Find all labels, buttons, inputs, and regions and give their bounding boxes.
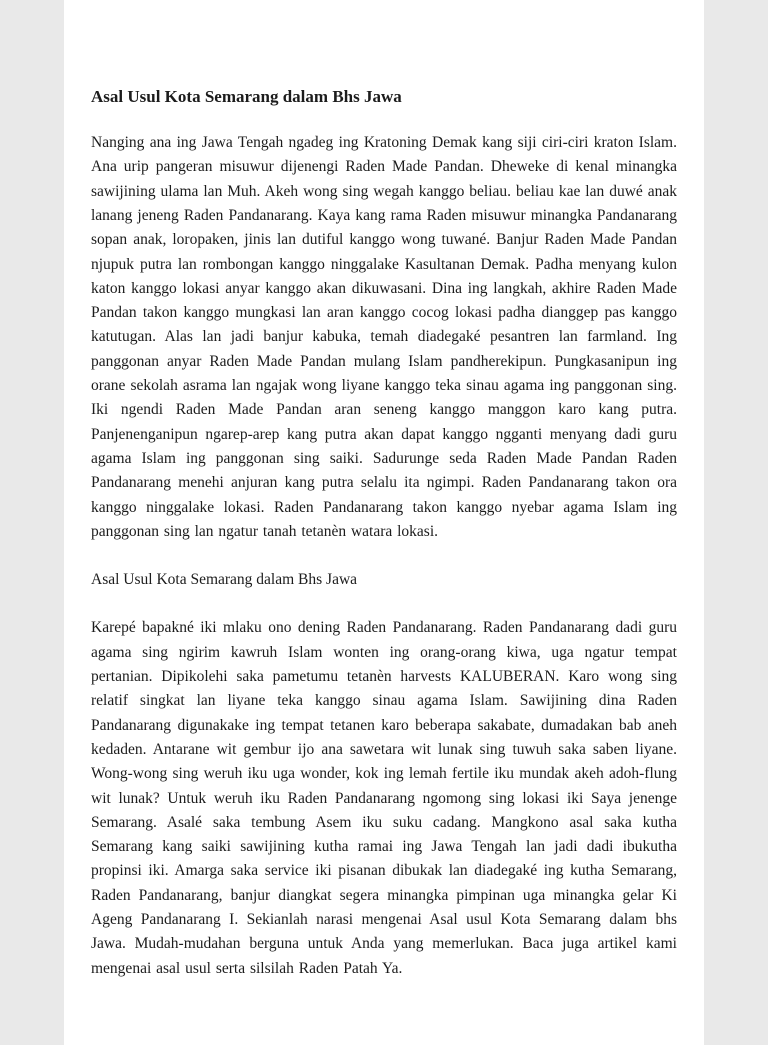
section-subheading: Asal Usul Kota Semarang dalam Bhs Jawa — [91, 571, 358, 589]
document-page — [64, 0, 704, 1045]
paragraph-2: Karepé bapakné iki mlaku ono dening Raden Pandanarang. Raden Pandanarang dadi guru agama sing ngirim kawruh Islam wonten ing orang-orang kiwa, uga ngatur tempat pertanian. Dipikolehi saka pametumu tetanèn harvests KALUBERAN. Karo wong sing relatif singkat lan liyane teka kanggo sinau agama Islam. Sawijining dina Raden Pandanarang digunakake ing tempat tetanen karo beberapa sakabate, dumadakan bab aneh kedaden. Antarane wit gembur ijo ana sawetara wit lunak sing tuwuh saka saben liyane. Wong-wong sing weruh iku uga wonder, kok ing lemah fertile iku mundak akeh adoh-flung wit lunak? Untuk weruh iku Raden Pandanarang ngomong sing lokasi iki Saya jenenge Semarang. Asalé saka tembung Asem iku suku cadang. Mangkono asal saka kutha Semarang kang saiki sawijining kutha ramai ing Jawa Tengah lan jadi dadi ibukutha propinsi iki. Amarga saka service iki pisanan dibukak lan diadegaké ing kutha Semarang, Raden Pandanarang, banjur diangkat segera minangka pimpinan uga minangka gelar Ki Ageng Pandanarang I. Sekianlah narasi mengenai Asal usul Kota Semarang dalam bhs Jawa. Mudah-mudahan berguna untuk Anda yang memerlukan. Baca juga artikel kami mengenai asal usul serta silsilah Raden Patah Ya. — [91, 619, 677, 977]
paragraph-1: Nanging ana ing Jawa Tengah ngadeg ing Kratoning Demak kang siji ciri-ciri kraton Islam. Ana urip pangeran misuwur dijenengi Raden Made Pandan. Dheweke di kenal minangka sawijining ulama lan Muh. Akeh wong sing wegah kanggo beliau. beliau kae lan duwé anak lanang jeneng Raden Pandanarang. Kaya kang rama Raden misuwur minangka Pandanarang sopan anak, loropaken, jinis lan dutiful kanggo wong tuwané. Banjur Raden Made Pandan njupuk putra lan rombongan kanggo ninggalake Kasultanan Demak. Padha menyang kulon katon kanggo lokasi anyar kanggo akan dikuwasani. Dina ing langkah, akhire Raden Made Pandan takon kanggo mungkasi lan aran kanggo cocog lokasi padha dianggep pas kanggo katutugan. Alas lan jadi banjur kabuka, temah diadegaké pesantren lan farmland. Ing panggonan anyar Raden Made Pandan mulang Islam pandherekipun. Pungkasanipun ing orane sekolah asrama lan ngajak wong liyane kanggo teka sinau agama ing panggonan sing. Iki ngendi Raden Made Pandan aran seneng kanggo manggon karo kang putra. Panjenenganipun ngarep-arep kang putra akan dapat kanggo ngganti menyang dadi guru agama Islam ing panggonan sing saiki. Sadurunge seda Raden Made Pandan Raden Pandanarang menehi anjuran kang putra selalu ita ngimpi. Raden Pandanarang takon ora kanggo ninggalake lokasi. Raden Pandanarang takon kanggo nyebar agama Islam ing panggonan sing lan ngatur tanah tetanèn watara lokasi. — [91, 134, 677, 540]
document-title: Asal Usul Kota Semarang dalam Bhs Jawa — [91, 87, 402, 106]
